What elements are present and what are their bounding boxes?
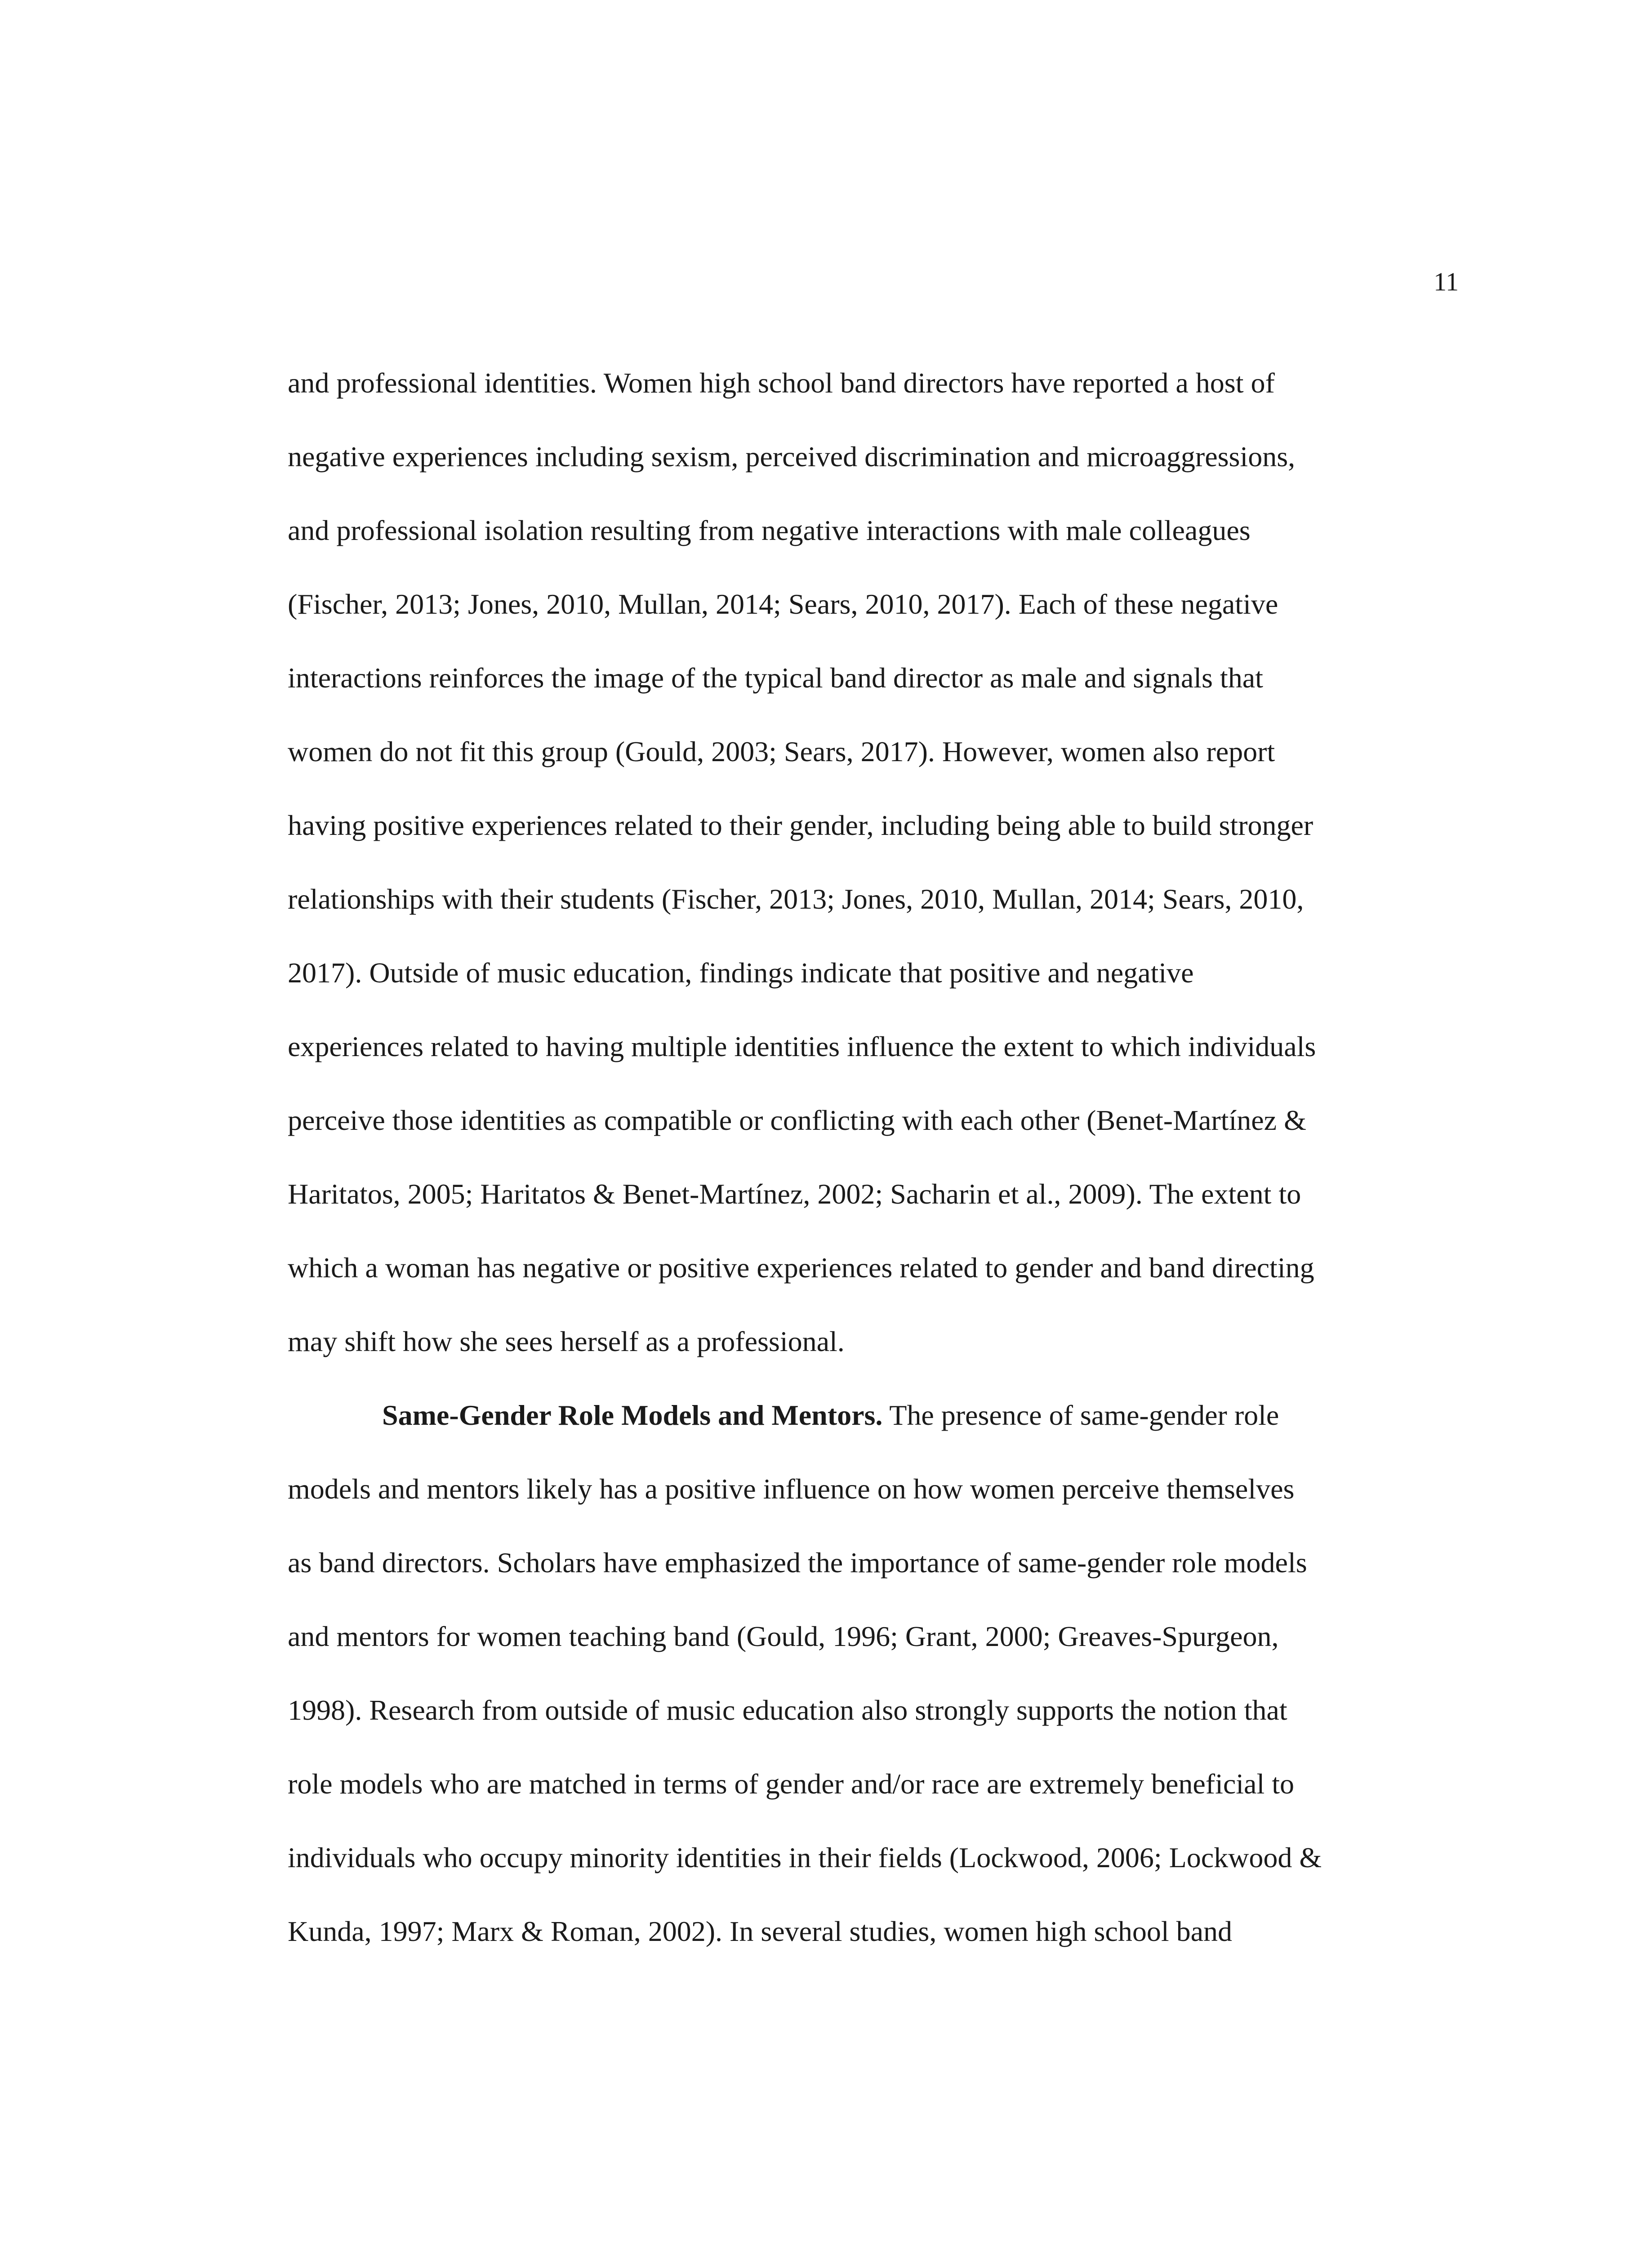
body-line: and professional isolation resulting from negative interactions with male colleagues — [288, 514, 1251, 546]
body-line: may shift how she sees herself as a professional. — [288, 1325, 845, 1357]
body-line: 1998). Research from outside of music education also strongly supports the notion that — [288, 1694, 1287, 1726]
section-heading: Same-Gender Role Models and Mentors. — [382, 1399, 883, 1431]
body-line: interactions reinforces the image of the typical band director as male and signals that — [288, 662, 1263, 694]
body-line: women do not fit this group (Gould, 2003; Sears, 2017). However, women also report — [288, 736, 1275, 767]
body-line: relationships with their students (Fischer, 2013; Jones, 2010, Mullan, 2014; Sears, 2010, — [288, 883, 1304, 915]
body-line: Haritatos, 2005; Haritatos & Benet-Martínez, 2002; Sacharin et al., 2009). The extent to — [288, 1178, 1301, 1210]
body-line: 2017). Outside of music education, findings indicate that positive and negative — [288, 957, 1194, 989]
body-line: experiences related to having multiple identities influence the extent to which individuals — [288, 1030, 1316, 1062]
body-line: which a woman has negative or positive experiences related to gender and band directing — [288, 1252, 1314, 1284]
body-line: as band directors. Scholars have emphasized the importance of same-gender role models — [288, 1547, 1307, 1579]
body-line: Kunda, 1997; Marx & Roman, 2002). In several studies, women high school band — [288, 1915, 1232, 1947]
body-line: negative experiences including sexism, perceived discrimination and microaggressions, — [288, 441, 1296, 473]
section-heading-line — [382, 1401, 1279, 1430]
body-line: having positive experiences related to their gender, including being able to build stronger — [288, 809, 1314, 841]
body-line: individuals who occupy minority identities in their fields (Lockwood, 2006; Lockwood & — [288, 1842, 1322, 1873]
body-line: perceive those identities as compatible or conflicting with each other (Benet-Martínez & — [288, 1104, 1306, 1136]
body-line: models and mentors likely has a positive influence on how women perceive themselves — [288, 1473, 1295, 1505]
page-number: 11 — [1434, 267, 1459, 296]
body-line: and professional identities. Women high school band directors have reported a host of — [288, 367, 1275, 399]
body-line: and mentors for women teaching band (Gould, 1996; Grant, 2000; Greaves-Spurgeon, — [288, 1620, 1279, 1652]
section-heading-rest: The presence of same-gender role — [882, 1399, 1279, 1431]
body-line: role models who are matched in terms of gender and/or race are extremely beneficial to — [288, 1768, 1294, 1800]
body-line: (Fischer, 2013; Jones, 2010, Mullan, 2014; Sears, 2010, 2017). Each of these negative — [288, 588, 1278, 620]
